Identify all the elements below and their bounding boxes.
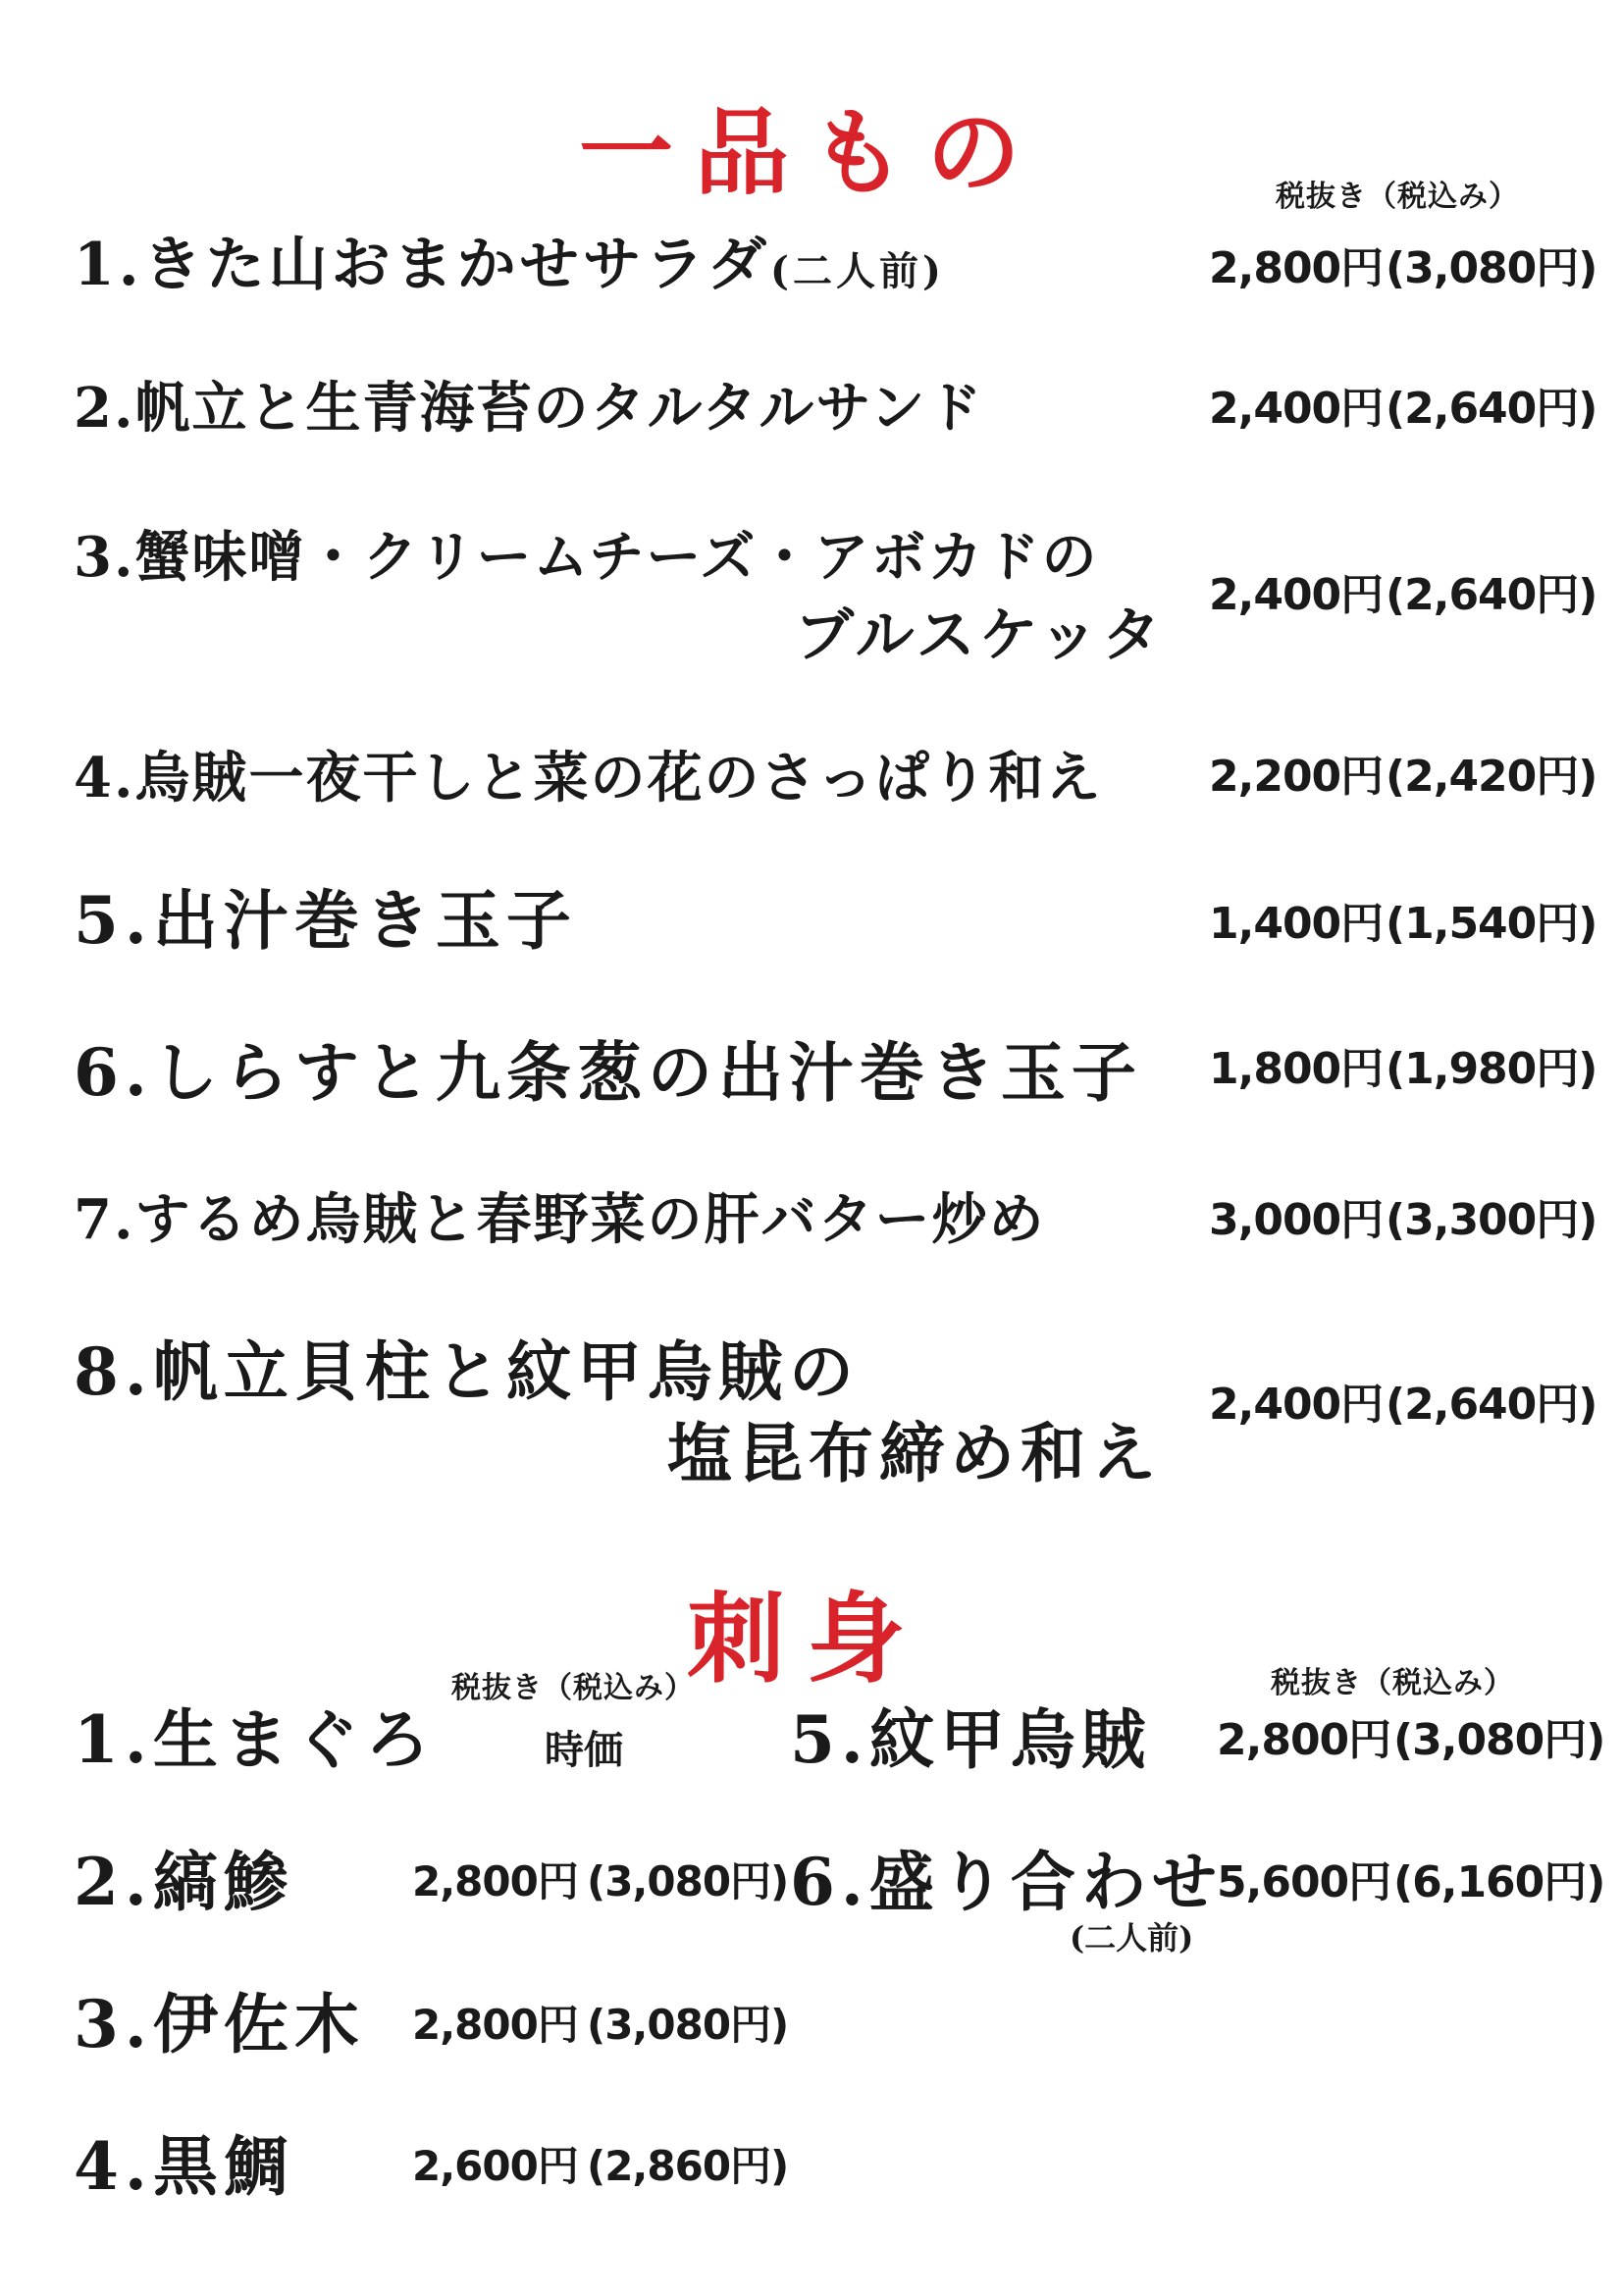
section1-title: 一品もの bbox=[579, 97, 1042, 208]
item-name: 烏賊一夜干しと菜の花のさっぱり和え bbox=[134, 746, 1103, 810]
menu-item-7-price: 3,000円 bbox=[1209, 1195, 1384, 1245]
sashimi-item-3-name bbox=[74, 1986, 365, 2062]
sashimi-item-3-price-tax: (3,080円) bbox=[587, 2001, 789, 2049]
menu-item-6-price: 1,800円 bbox=[1209, 1044, 1384, 1094]
section1-tax-header: 税抜き（税込み） bbox=[1276, 180, 1519, 214]
item-number: 5. bbox=[790, 1701, 869, 1778]
menu-item-4-price-tax: (2,420円) bbox=[1386, 752, 1597, 802]
menu-item-2-price-tax: (2,640円) bbox=[1386, 384, 1597, 434]
item-name: きた山おまかせサラダ bbox=[142, 231, 771, 299]
sashimi-item-6-price-tax: (6,160円) bbox=[1393, 1857, 1605, 1907]
sashimi-item-6-note: (二人前) bbox=[1070, 1919, 1194, 1957]
item-number: 4. bbox=[74, 2128, 153, 2205]
menu-item-1-name bbox=[74, 231, 945, 299]
menu-item-3-name-line2: ブルスケッタ bbox=[795, 601, 1165, 670]
menu-item-3-price-tax: (2,640円) bbox=[1386, 570, 1597, 620]
item-number: 8. bbox=[74, 1333, 153, 1410]
menu-item-8-name-line2: 塩昆布締め和え bbox=[667, 1415, 1162, 1491]
menu-item-1-price: 2,800円 bbox=[1209, 243, 1384, 293]
menu-item-3-name bbox=[74, 525, 1099, 590]
section2-title: 刺身 bbox=[687, 1581, 926, 1696]
item-note: (二人前) bbox=[770, 248, 945, 294]
sashimi-item-4-name bbox=[74, 2128, 294, 2205]
item-number: 2. bbox=[74, 1844, 153, 1920]
menu-item-6-price-tax: (1,980円) bbox=[1386, 1044, 1597, 1094]
item-name: 伊佐木 bbox=[152, 1986, 365, 2062]
item-number: 2. bbox=[74, 376, 135, 441]
section2-tax-header-right: 税抜き（税込み） bbox=[1271, 1666, 1514, 1700]
menu-item-7-price-tax: (3,300円) bbox=[1386, 1195, 1597, 1245]
item-number: 6. bbox=[790, 1844, 869, 1920]
menu-item-8-name bbox=[74, 1333, 860, 1410]
sashimi-item-1-price: 時価 bbox=[545, 1727, 623, 1773]
sashimi-item-5-price-tax: (3,080円) bbox=[1393, 1715, 1605, 1765]
item-number: 7. bbox=[74, 1187, 135, 1252]
sashimi-item-2-price-tax: (3,080円) bbox=[587, 1857, 789, 1905]
sashimi-item-4-price: 2,600円 bbox=[412, 2142, 578, 2190]
menu-item-1-price-tax: (3,080円) bbox=[1386, 243, 1597, 293]
item-number: 5. bbox=[74, 882, 153, 959]
sashimi-item-6-price: 5,600円 bbox=[1217, 1857, 1391, 1907]
sashimi-item-3-price: 2,800円 bbox=[412, 2001, 578, 2049]
menu-item-3-price: 2,400円 bbox=[1209, 570, 1384, 620]
item-name: 盛り合わせ bbox=[868, 1844, 1223, 1920]
menu-item-5-name bbox=[74, 882, 577, 959]
menu-item-8-price: 2,400円 bbox=[1209, 1380, 1384, 1430]
menu-item-4-price: 2,200円 bbox=[1209, 752, 1384, 802]
item-number: 1. bbox=[74, 1701, 153, 1778]
sashimi-item-2-price: 2,800円 bbox=[412, 1857, 578, 1905]
item-name: 帆立貝柱と紋甲烏賊の bbox=[152, 1333, 860, 1410]
menu-item-5-price: 1,400円 bbox=[1209, 899, 1384, 949]
item-name: 縞鯵 bbox=[152, 1844, 294, 1920]
section2-tax-header-left: 税抜き（税込み） bbox=[451, 1671, 695, 1705]
item-name: 帆立と生青海苔のタルタルサンド bbox=[134, 376, 984, 441]
menu-item-8-price-tax: (2,640円) bbox=[1386, 1380, 1597, 1430]
item-name: しらすと九条葱の出汁巻き玉子 bbox=[152, 1034, 1142, 1111]
item-name: 生まぐろ bbox=[152, 1701, 436, 1778]
item-name: 出汁巻き玉子 bbox=[152, 882, 577, 959]
item-number: 3. bbox=[74, 525, 135, 590]
sashimi-item-5-name bbox=[790, 1701, 1152, 1778]
sashimi-item-2-name bbox=[74, 1844, 294, 1920]
item-name: 紋甲烏賊 bbox=[868, 1701, 1152, 1778]
item-name: 黒鯛 bbox=[152, 2128, 294, 2205]
menu-item-6-name bbox=[74, 1034, 1142, 1111]
menu-item-7-name bbox=[74, 1187, 1046, 1252]
menu-item-5-price-tax: (1,540円) bbox=[1386, 899, 1597, 949]
item-number: 6. bbox=[74, 1034, 153, 1111]
sashimi-item-6-name bbox=[790, 1844, 1223, 1920]
sashimi-item-1-name bbox=[74, 1701, 436, 1778]
item-name: 蟹味噌・クリームチーズ・アボカドの bbox=[134, 525, 1099, 590]
item-number: 1. bbox=[74, 231, 143, 299]
menu-item-2-name bbox=[74, 376, 984, 441]
item-number: 3. bbox=[74, 1986, 153, 2062]
sashimi-item-4-price-tax: (2,860円) bbox=[587, 2142, 789, 2190]
item-name: するめ烏賊と春野菜の肝バター炒め bbox=[134, 1187, 1046, 1252]
menu-item-4-name bbox=[74, 746, 1103, 810]
item-number: 4. bbox=[74, 746, 135, 810]
sashimi-item-5-price: 2,800円 bbox=[1217, 1715, 1391, 1765]
menu-item-2-price: 2,400円 bbox=[1209, 384, 1384, 434]
